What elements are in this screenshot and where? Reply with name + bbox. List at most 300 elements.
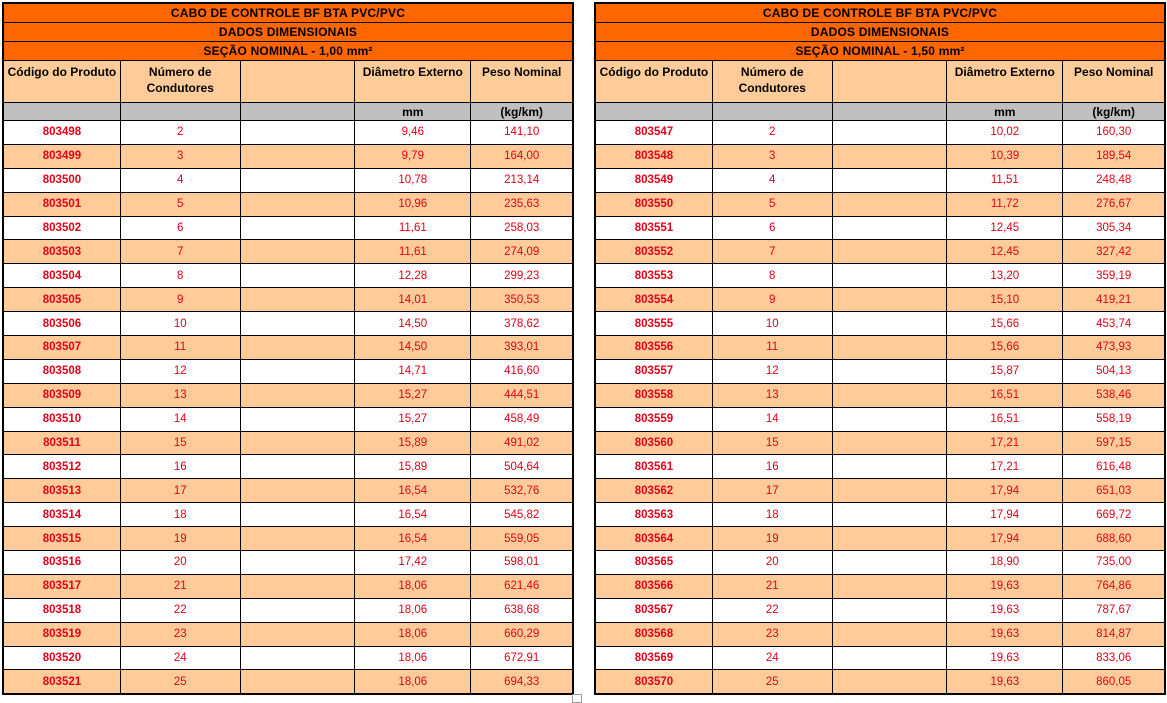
cell-blank	[832, 598, 947, 622]
cell-peso: 235,63	[471, 192, 573, 216]
column-header-codigo: Código do Produto	[595, 61, 712, 103]
cell-peso: 473,93	[1063, 336, 1165, 360]
cell-condutores: 9	[712, 288, 832, 312]
cell-diametro: 15,27	[355, 383, 471, 407]
cell-peso: 688,60	[1063, 527, 1165, 551]
table-row	[3, 455, 573, 479]
cell-peso: 504,64	[471, 455, 573, 479]
cell-codigo: 803556	[595, 336, 712, 360]
table-row	[3, 288, 573, 312]
column-header-peso: Peso Nominal	[1063, 61, 1165, 103]
table-row	[595, 574, 1165, 598]
cell-diametro: 11,61	[355, 240, 471, 264]
table-row	[3, 192, 573, 216]
cell-condutores: 24	[712, 646, 832, 670]
cell-diametro: 15,89	[355, 431, 471, 455]
cell-diametro: 14,50	[355, 336, 471, 360]
cell-diametro: 15,10	[947, 288, 1063, 312]
cell-condutores: 19	[120, 527, 240, 551]
cell-diametro: 10,02	[947, 121, 1063, 145]
cell-codigo: 803550	[595, 192, 712, 216]
cell-blank	[240, 527, 355, 551]
cell-blank	[832, 503, 947, 527]
table-row	[3, 264, 573, 288]
table-row	[595, 598, 1165, 622]
table-row	[3, 383, 573, 407]
cell-diametro: 16,51	[947, 407, 1063, 431]
cell-peso: 558,19	[1063, 407, 1165, 431]
cell-diametro: 16,54	[355, 503, 471, 527]
cell-condutores: 22	[712, 598, 832, 622]
cell-peso: 669,72	[1063, 503, 1165, 527]
table-subtitle-row	[595, 23, 1165, 42]
column-header-condutores: Número de Condutores	[120, 61, 240, 103]
table-row	[3, 240, 573, 264]
cell-blank	[832, 336, 947, 360]
cell-condutores: 9	[120, 288, 240, 312]
cell-codigo: 803569	[595, 646, 712, 670]
table-row	[3, 407, 573, 431]
table-row	[3, 503, 573, 527]
cell-blank	[832, 240, 947, 264]
table-section-label: SEÇÃO NOMINAL - 1,00 mm²	[3, 42, 573, 61]
column-header-condutores: Número de Condutores	[712, 61, 832, 103]
cell-diametro: 15,66	[947, 312, 1063, 336]
cell-diametro: 18,06	[355, 646, 471, 670]
cell-peso: 327,42	[1063, 240, 1165, 264]
cell-blank	[240, 312, 355, 336]
cell-peso: 305,34	[1063, 216, 1165, 240]
column-header-row	[3, 61, 573, 103]
cell-codigo: 803505	[3, 288, 120, 312]
cell-codigo: 803566	[595, 574, 712, 598]
table-row	[3, 551, 573, 575]
cell-peso: 764,86	[1063, 574, 1165, 598]
cell-condutores: 7	[712, 240, 832, 264]
cell-blank	[240, 121, 355, 145]
cell-codigo: 803557	[595, 359, 712, 383]
cell-peso: 393,01	[471, 336, 573, 360]
cell-condutores: 22	[120, 598, 240, 622]
cell-diametro: 19,63	[947, 622, 1063, 646]
column-header-diametro: Diâmetro Externo	[355, 61, 471, 103]
table-row	[595, 503, 1165, 527]
cell-peso: 559,05	[471, 527, 573, 551]
cell-diametro: 16,54	[355, 527, 471, 551]
cell-condutores: 7	[120, 240, 240, 264]
cell-diametro: 18,06	[355, 670, 471, 694]
cell-condutores: 3	[120, 144, 240, 168]
cell-blank	[240, 144, 355, 168]
cell-codigo: 803564	[595, 527, 712, 551]
cell-peso: 860,05	[1063, 670, 1165, 694]
cell-peso: 378,62	[471, 312, 573, 336]
cell-codigo: 803552	[595, 240, 712, 264]
cell-blank	[240, 479, 355, 503]
cell-blank	[240, 359, 355, 383]
cell-blank	[240, 264, 355, 288]
cell-peso: 164,00	[471, 144, 573, 168]
column-header-blank	[240, 61, 355, 103]
unit-cell-blank	[595, 103, 712, 121]
cell-codigo: 803558	[595, 383, 712, 407]
cell-condutores: 17	[120, 479, 240, 503]
cell-peso: 274,09	[471, 240, 573, 264]
cell-condutores: 12	[712, 359, 832, 383]
table-row	[595, 383, 1165, 407]
cell-diametro: 10,78	[355, 168, 471, 192]
table-row	[3, 479, 573, 503]
cell-diametro: 9,46	[355, 121, 471, 145]
cell-blank	[240, 383, 355, 407]
cell-condutores: 20	[120, 551, 240, 575]
cell-blank	[240, 574, 355, 598]
cell-peso: 735,00	[1063, 551, 1165, 575]
cell-condutores: 23	[120, 622, 240, 646]
cell-codigo: 803504	[3, 264, 120, 288]
cell-blank	[240, 598, 355, 622]
cell-blank	[832, 574, 947, 598]
cell-diametro: 17,94	[947, 503, 1063, 527]
table-subtitle: DADOS DIMENSIONAIS	[3, 23, 573, 42]
cell-peso: 258,03	[471, 216, 573, 240]
cell-peso: 638,68	[471, 598, 573, 622]
cell-blank	[832, 216, 947, 240]
cell-blank	[240, 670, 355, 694]
cell-codigo: 803516	[3, 551, 120, 575]
unit-cell-blank	[240, 103, 355, 121]
cell-diametro: 15,87	[947, 359, 1063, 383]
cell-blank	[240, 336, 355, 360]
cell-peso: 598,01	[471, 551, 573, 575]
cell-peso: 213,14	[471, 168, 573, 192]
cell-diametro: 17,94	[947, 527, 1063, 551]
cell-peso: 453,74	[1063, 312, 1165, 336]
cell-blank	[832, 407, 947, 431]
cell-codigo: 803506	[3, 312, 120, 336]
table-row	[595, 479, 1165, 503]
cell-condutores: 3	[712, 144, 832, 168]
cell-condutores: 5	[120, 192, 240, 216]
cell-diametro: 10,39	[947, 144, 1063, 168]
cell-blank	[240, 168, 355, 192]
units-row	[595, 103, 1165, 121]
cell-peso: 359,19	[1063, 264, 1165, 288]
cell-diametro: 13,20	[947, 264, 1063, 288]
unit-cell-blank	[120, 103, 240, 121]
cell-codigo: 803553	[595, 264, 712, 288]
cell-peso: 276,67	[1063, 192, 1165, 216]
cell-blank	[832, 168, 947, 192]
cell-blank	[240, 503, 355, 527]
cell-condutores: 5	[712, 192, 832, 216]
cell-peso: 141,10	[471, 121, 573, 145]
table-title-row	[3, 3, 573, 23]
cell-condutores: 11	[120, 336, 240, 360]
cell-blank	[832, 670, 947, 694]
table-row	[595, 407, 1165, 431]
cell-codigo: 803554	[595, 288, 712, 312]
cell-codigo: 803551	[595, 216, 712, 240]
cell-condutores: 18	[120, 503, 240, 527]
table-row	[3, 168, 573, 192]
cell-blank	[240, 192, 355, 216]
cell-blank	[832, 312, 947, 336]
cell-blank	[240, 646, 355, 670]
cell-diametro: 19,63	[947, 598, 1063, 622]
cell-diametro: 18,06	[355, 574, 471, 598]
cell-peso: 248,48	[1063, 168, 1165, 192]
table-row	[595, 359, 1165, 383]
cell-peso: 444,51	[471, 383, 573, 407]
cell-condutores: 8	[712, 264, 832, 288]
table-title: CABO DE CONTROLE BF BTA PVC/PVC	[595, 3, 1165, 23]
table-row	[595, 431, 1165, 455]
cell-peso: 458,49	[471, 407, 573, 431]
table-row	[3, 216, 573, 240]
cell-peso: 660,29	[471, 622, 573, 646]
table-row	[3, 598, 573, 622]
unit-cell-blank	[712, 103, 832, 121]
cell-condutores: 10	[120, 312, 240, 336]
table-section-row	[3, 42, 573, 61]
cell-diametro: 12,45	[947, 240, 1063, 264]
cell-blank	[832, 551, 947, 575]
cell-codigo: 803563	[595, 503, 712, 527]
cell-blank	[832, 622, 947, 646]
cell-condutores: 18	[712, 503, 832, 527]
column-header-row	[595, 61, 1165, 103]
cell-diametro: 18,90	[947, 551, 1063, 575]
cell-diametro: 10,96	[355, 192, 471, 216]
cell-condutores: 10	[712, 312, 832, 336]
cell-diametro: 15,27	[355, 407, 471, 431]
table-row	[3, 622, 573, 646]
table-row	[3, 574, 573, 598]
table-row	[3, 121, 573, 145]
datasheet-table-1-50mm2	[594, 2, 1166, 695]
cell-condutores: 6	[712, 216, 832, 240]
cell-codigo: 803517	[3, 574, 120, 598]
cell-blank	[832, 359, 947, 383]
cell-peso: 833,06	[1063, 646, 1165, 670]
cell-blank	[832, 455, 947, 479]
cell-blank	[240, 455, 355, 479]
table-body	[595, 121, 1165, 695]
cell-condutores: 16	[712, 455, 832, 479]
table-subtitle: DADOS DIMENSIONAIS	[595, 23, 1165, 42]
cell-blank	[240, 407, 355, 431]
cell-codigo: 803510	[3, 407, 120, 431]
cell-condutores: 14	[712, 407, 832, 431]
cell-blank	[832, 479, 947, 503]
cell-condutores: 24	[120, 646, 240, 670]
cell-peso: 538,46	[1063, 383, 1165, 407]
cell-peso: 616,48	[1063, 455, 1165, 479]
cell-condutores: 15	[120, 431, 240, 455]
cell-codigo: 803501	[3, 192, 120, 216]
table-row	[3, 312, 573, 336]
table-body	[3, 121, 573, 695]
cell-condutores: 17	[712, 479, 832, 503]
table-row	[3, 527, 573, 551]
cell-codigo: 803508	[3, 359, 120, 383]
table-row	[595, 264, 1165, 288]
table-title-row	[595, 3, 1165, 23]
cell-codigo: 803560	[595, 431, 712, 455]
cell-diametro: 15,66	[947, 336, 1063, 360]
table-row	[595, 216, 1165, 240]
unit-cell-kgkm: (kg/km)	[471, 103, 573, 121]
cell-codigo: 803518	[3, 598, 120, 622]
cell-condutores: 20	[712, 551, 832, 575]
table-row	[595, 622, 1165, 646]
cell-diametro: 17,21	[947, 455, 1063, 479]
cell-peso: 350,53	[471, 288, 573, 312]
table-subtitle-row	[3, 23, 573, 42]
cell-diametro: 19,63	[947, 670, 1063, 694]
table-section-row	[595, 42, 1165, 61]
cell-blank	[832, 121, 947, 145]
cell-codigo: 803568	[595, 622, 712, 646]
cell-blank	[240, 622, 355, 646]
cell-condutores: 23	[712, 622, 832, 646]
cell-diametro: 9,79	[355, 144, 471, 168]
cell-peso: 597,15	[1063, 431, 1165, 455]
cell-codigo: 803547	[595, 121, 712, 145]
table-row	[595, 168, 1165, 192]
cell-condutores: 13	[712, 383, 832, 407]
unit-cell-blank	[832, 103, 947, 121]
cell-codigo: 803498	[3, 121, 120, 145]
table-row	[595, 670, 1165, 694]
table-row	[595, 144, 1165, 168]
table-row	[595, 288, 1165, 312]
cell-codigo: 803511	[3, 431, 120, 455]
cell-condutores: 4	[120, 168, 240, 192]
table-row	[595, 312, 1165, 336]
table-row	[595, 646, 1165, 670]
cell-diametro: 11,72	[947, 192, 1063, 216]
cell-condutores: 4	[712, 168, 832, 192]
cell-peso: 814,87	[1063, 622, 1165, 646]
cell-codigo: 803565	[595, 551, 712, 575]
cell-codigo: 803561	[595, 455, 712, 479]
column-header-blank	[832, 61, 947, 103]
cell-diametro: 16,54	[355, 479, 471, 503]
cell-diametro: 17,21	[947, 431, 1063, 455]
cell-codigo: 803549	[595, 168, 712, 192]
tables-container	[2, 2, 1166, 695]
table-row	[3, 646, 573, 670]
cell-codigo: 803512	[3, 455, 120, 479]
cell-peso: 416,60	[471, 359, 573, 383]
units-row	[3, 103, 573, 121]
cell-peso: 504,13	[1063, 359, 1165, 383]
cell-blank	[832, 431, 947, 455]
cell-blank	[832, 144, 947, 168]
cell-diametro: 17,94	[947, 479, 1063, 503]
cell-condutores: 21	[120, 574, 240, 598]
cell-peso: 299,23	[471, 264, 573, 288]
cell-codigo: 803514	[3, 503, 120, 527]
column-header-diametro: Diâmetro Externo	[947, 61, 1063, 103]
cell-peso: 787,67	[1063, 598, 1165, 622]
table-row	[595, 121, 1165, 145]
cell-diametro: 16,51	[947, 383, 1063, 407]
cell-diametro: 12,45	[947, 216, 1063, 240]
cell-codigo: 803515	[3, 527, 120, 551]
table-row	[3, 336, 573, 360]
cell-condutores: 8	[120, 264, 240, 288]
cell-diametro: 11,61	[355, 216, 471, 240]
cell-blank	[832, 288, 947, 312]
cell-blank	[240, 431, 355, 455]
column-header-peso: Peso Nominal	[471, 61, 573, 103]
cell-diametro: 14,50	[355, 312, 471, 336]
cell-codigo: 803507	[3, 336, 120, 360]
cell-diametro: 18,06	[355, 622, 471, 646]
cell-diametro: 14,71	[355, 359, 471, 383]
cell-peso: 694,33	[471, 670, 573, 694]
table-row	[595, 192, 1165, 216]
cell-codigo: 803562	[595, 479, 712, 503]
column-header-codigo: Código do Produto	[3, 61, 120, 103]
cell-diametro: 17,42	[355, 551, 471, 575]
cell-diametro: 11,51	[947, 168, 1063, 192]
cell-codigo: 803503	[3, 240, 120, 264]
cell-codigo: 803519	[3, 622, 120, 646]
cell-blank	[832, 383, 947, 407]
cell-codigo: 803559	[595, 407, 712, 431]
cell-diametro: 18,06	[355, 598, 471, 622]
cell-condutores: 15	[712, 431, 832, 455]
unit-cell-blank	[3, 103, 120, 121]
cell-condutores: 2	[712, 121, 832, 145]
cell-condutores: 25	[712, 670, 832, 694]
cell-condutores: 16	[120, 455, 240, 479]
cell-peso: 651,03	[1063, 479, 1165, 503]
cell-condutores: 14	[120, 407, 240, 431]
table-section-label: SEÇÃO NOMINAL - 1,50 mm²	[595, 42, 1165, 61]
cell-diametro: 14,01	[355, 288, 471, 312]
cell-peso: 545,82	[471, 503, 573, 527]
cell-codigo: 803548	[595, 144, 712, 168]
table-row	[3, 359, 573, 383]
cell-condutores: 21	[712, 574, 832, 598]
cell-codigo: 803499	[3, 144, 120, 168]
cell-blank	[832, 527, 947, 551]
cell-diametro: 19,63	[947, 574, 1063, 598]
cell-condutores: 25	[120, 670, 240, 694]
cell-blank	[240, 216, 355, 240]
cell-diametro: 19,63	[947, 646, 1063, 670]
cell-diametro: 15,89	[355, 455, 471, 479]
cell-peso: 532,76	[471, 479, 573, 503]
cell-blank	[832, 646, 947, 670]
cell-codigo: 803500	[3, 168, 120, 192]
cell-peso: 672,91	[471, 646, 573, 670]
cell-peso: 419,21	[1063, 288, 1165, 312]
cell-peso: 160,30	[1063, 121, 1165, 145]
cell-condutores: 6	[120, 216, 240, 240]
table-title: CABO DE CONTROLE BF BTA PVC/PVC	[3, 3, 573, 23]
table-row	[3, 670, 573, 694]
cell-blank	[832, 264, 947, 288]
cell-blank	[240, 551, 355, 575]
cell-condutores: 2	[120, 121, 240, 145]
cell-condutores: 13	[120, 383, 240, 407]
